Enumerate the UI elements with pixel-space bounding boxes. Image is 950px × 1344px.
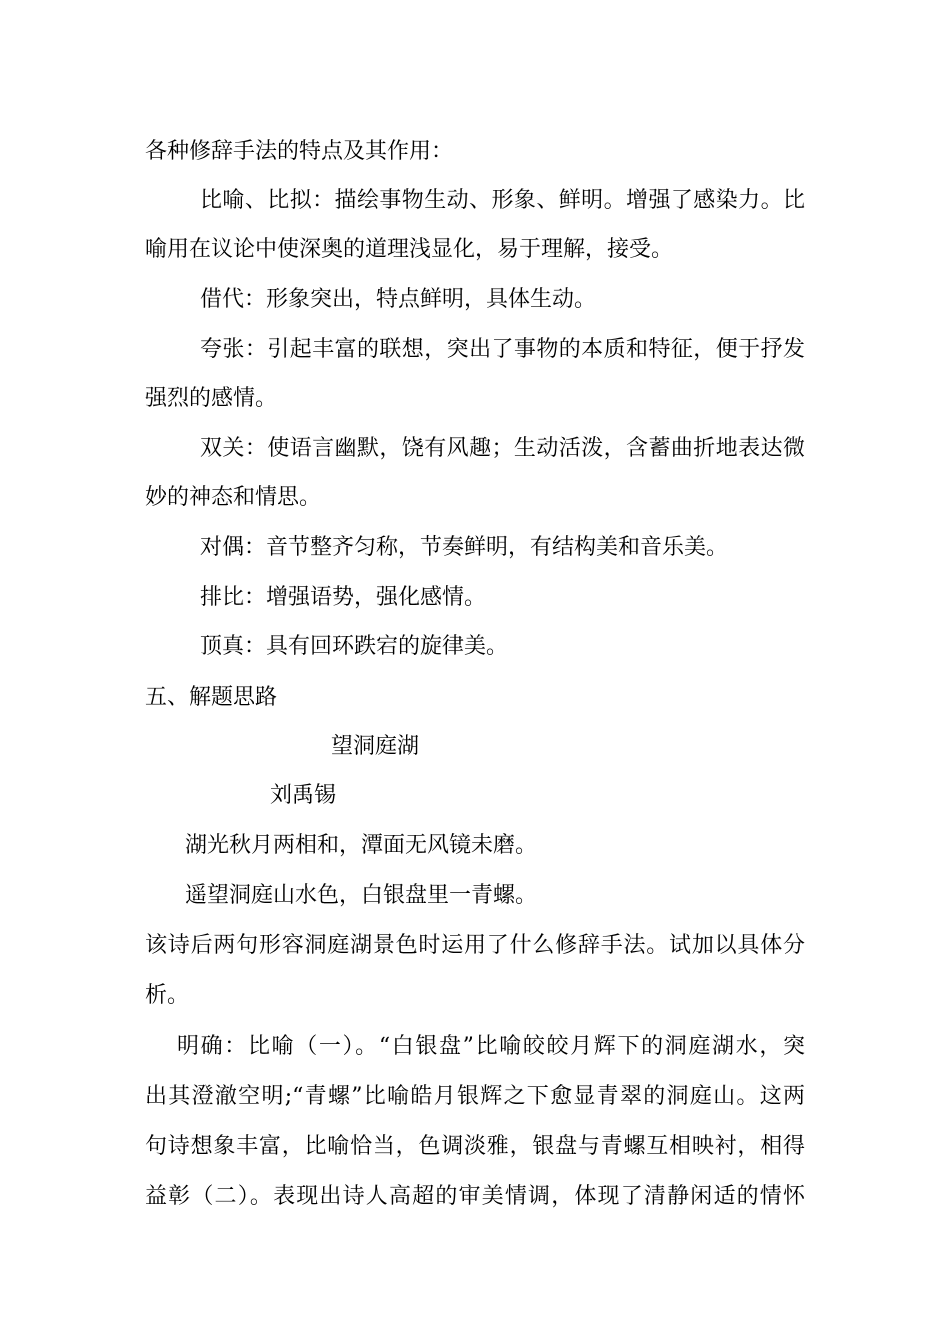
- poem-author: 刘禹锡: [270, 783, 337, 808]
- answer-line4: 益彰（二）。表现出诗人高超的审美情调，体现了清静闲适的情怀: [145, 1184, 805, 1209]
- paragraph-hyperbole-line1: 夸张：引起丰富的联想，突出了事物的本质和特征，便于抒发: [200, 337, 805, 362]
- question-line1: 该诗后两句形容洞庭湖景色时运用了什么修辞手法。试加以具体分: [145, 933, 805, 958]
- paragraph-pun-line2: 妙的神态和情思。: [145, 485, 322, 510]
- intro-heading: 各种修辞手法的特点及其作用：: [145, 139, 454, 164]
- answer-line1: 明确：比喻（一）。“白银盘”比喻皎皎月辉下的洞庭湖水，突: [177, 1034, 805, 1059]
- question-line2: 析。: [145, 983, 190, 1008]
- answer-line2: 出其澄澈空明;“青螺”比喻皓月银辉之下愈显青翠的洞庭山。这两: [145, 1084, 805, 1109]
- paragraph-parallelism: 排比：增强语势，强化感情。: [200, 585, 487, 610]
- paragraph-hyperbole-line2: 强烈的感情。: [145, 386, 278, 411]
- paragraph-metaphor-line1: 比喻、比拟：描绘事物生动、形象、鲜明。增强了感染力。比: [200, 188, 805, 213]
- section-heading: 五、解题思路: [145, 685, 278, 710]
- paragraph-metonymy: 借代：形象突出，特点鲜明，具体生动。: [200, 287, 597, 312]
- paragraph-pun-line1: 双关：使语言幽默，饶有风趣；生动活泼，含蓄曲折地表达微: [200, 436, 805, 461]
- poem-line-2: 遥望洞庭山水色，白银盘里一青螺。: [185, 883, 538, 908]
- paragraph-anadiplosis: 顶真：具有回环跌宕的旋律美。: [200, 634, 509, 659]
- poem-line-1: 湖光秋月两相和，潭面无风镜未磨。: [185, 833, 538, 858]
- poem-title: 望洞庭湖: [331, 734, 420, 759]
- paragraph-antithesis: 对偶：音节整齐匀称，节奏鲜明，有结构美和音乐美。: [200, 535, 729, 560]
- answer-line3: 句诗想象丰富，比喻恰当，色调淡雅，银盘与青螺互相映衬，相得: [145, 1134, 805, 1159]
- paragraph-metaphor-line2: 喻用在议论中使深奥的道理浅显化，易于理解，接受。: [145, 237, 674, 262]
